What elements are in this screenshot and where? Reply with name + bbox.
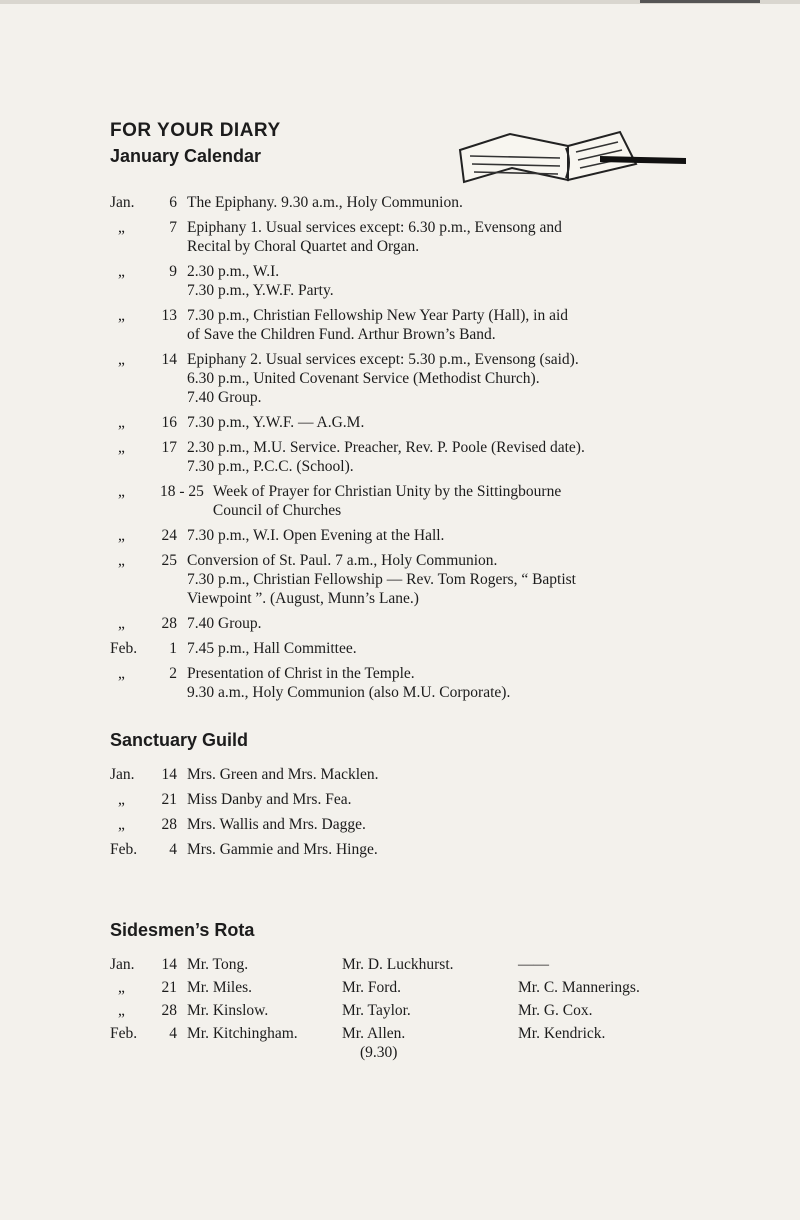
calendar-entry xyxy=(110,218,710,256)
entry-month: Jan. xyxy=(110,194,135,211)
sidesman-third: Mr. Kendrick. xyxy=(518,1025,606,1042)
entry-line: 2.30 p.m., W.I. xyxy=(187,263,280,280)
sidesman-second-note: (9.30) xyxy=(360,1044,398,1061)
calendar-entry xyxy=(110,350,710,407)
entry-line: 7.40 Group. xyxy=(187,615,262,632)
entry-day: 17 xyxy=(161,439,177,456)
sidesman-third: —— xyxy=(518,956,549,973)
sidesman-second-name: Mr. D. Luckhurst. xyxy=(342,956,454,973)
january-calendar-list xyxy=(110,193,710,702)
entry-month: „ xyxy=(118,816,125,833)
calendar-entry xyxy=(110,639,710,658)
entry-line: Presentation of Christ in the Temple. xyxy=(187,665,415,682)
entry-text xyxy=(213,482,710,520)
entry-month: „ xyxy=(118,483,125,500)
sidesman-first: Mr. Miles. xyxy=(187,979,253,996)
entry-line: Recital by Choral Quartet and Organ. xyxy=(187,238,420,255)
sidesman-third: Mr. G. Cox. xyxy=(518,1002,593,1019)
entry-text xyxy=(187,193,710,212)
entry-day: 9 xyxy=(169,263,177,280)
entry-day: 21 xyxy=(161,979,177,996)
entry-line: Epiphany 1. Usual services except: 6.30 p.m., Evensong and xyxy=(187,219,562,236)
entry-month: „ xyxy=(118,351,125,368)
guild-entry xyxy=(110,790,610,809)
entry-line: Week of Prayer for Christian Unity by the Sittingbourne xyxy=(212,483,562,500)
entry-names: Mrs. Gammie and Mrs. Hinge. xyxy=(187,841,378,858)
calendar-entry xyxy=(110,438,710,476)
entry-day: 6 xyxy=(169,194,177,211)
sidesman-first: Mr. Kinslow. xyxy=(187,1002,269,1019)
entry-day: 2 xyxy=(169,665,177,682)
calendar-entry xyxy=(110,526,710,545)
entry-line: 9.30 a.m., Holy Communion (also M.U. Corporate). xyxy=(187,684,511,701)
entry-month: „ xyxy=(118,527,125,544)
calendar-entry xyxy=(110,262,710,300)
entry-text xyxy=(187,306,710,344)
sidesman-second-name: Mr. Ford. xyxy=(342,979,401,996)
january-calendar-title: January Calendar xyxy=(110,146,262,166)
entry-month: Feb. xyxy=(110,640,138,657)
entry-line: of Save the Children Fund. Arthur Brown’s Band. xyxy=(187,326,496,343)
sidesman-second-name: Mr. Allen. xyxy=(342,1025,406,1042)
entry-day: 28 xyxy=(161,816,177,833)
entry-day: 28 xyxy=(161,1002,177,1019)
entry-month: „ xyxy=(118,219,125,236)
entry-month: „ xyxy=(118,1002,125,1019)
entry-text xyxy=(187,218,710,256)
entry-text xyxy=(187,262,710,300)
calendar-entry xyxy=(110,551,710,608)
entry-text xyxy=(187,438,710,476)
entry-day: 28 xyxy=(161,615,177,632)
sidesman-second xyxy=(342,1001,518,1020)
entry-day: 4 xyxy=(169,841,177,858)
entry-text xyxy=(187,551,710,608)
entry-line: 7.30 p.m., P.C.C. (School). xyxy=(187,458,354,475)
entry-names: Miss Danby and Mrs. Fea. xyxy=(187,791,352,808)
calendar-entry xyxy=(110,306,710,344)
entry-day: 14 xyxy=(161,351,177,368)
entry-text xyxy=(187,614,710,633)
entry-day: 25 xyxy=(161,552,177,569)
entry-line: Epiphany 2. Usual services except: 5.30 p.m., Evensong (said). xyxy=(187,351,579,368)
entry-line: 6.30 p.m., United Covenant Service (Methodist Church). xyxy=(187,370,540,387)
calendar-entry xyxy=(110,482,710,520)
entry-text xyxy=(187,639,710,658)
entry-month: „ xyxy=(118,263,125,280)
sidesman-second-name: Mr. Taylor. xyxy=(342,1002,411,1019)
sidesman-first: Mr. Kitchingham. xyxy=(187,1025,298,1042)
guild-entry xyxy=(110,840,610,859)
entry-line: Conversion of St. Paul. 7 a.m., Holy Communion. xyxy=(187,552,498,569)
entry-line: The Epiphany. 9.30 a.m., Holy Communion. xyxy=(187,194,463,211)
entry-day: 4 xyxy=(169,1025,177,1042)
entry-text xyxy=(187,350,710,407)
entry-line: 7.30 p.m., Y.W.F. Party. xyxy=(187,282,334,299)
entry-day: 1 xyxy=(169,640,177,657)
entry-names: Mrs. Wallis and Mrs. Dagge. xyxy=(187,816,366,833)
entry-month: Feb. xyxy=(110,841,138,858)
diary-content xyxy=(110,120,710,708)
entry-line: 7.30 p.m., Y.W.F. — A.G.M. xyxy=(187,414,365,431)
entry-month: „ xyxy=(118,791,125,808)
entry-month: „ xyxy=(118,552,125,569)
sidesman-third: Mr. C. Mannerings. xyxy=(518,979,640,996)
entry-month: Jan. xyxy=(110,956,135,973)
entry-month: „ xyxy=(118,615,125,632)
entry-month: „ xyxy=(118,665,125,682)
entry-day: 13 xyxy=(161,307,177,324)
rota-entry xyxy=(110,978,730,997)
sanctuary-guild-title: Sanctuary Guild xyxy=(110,730,249,750)
entry-month: „ xyxy=(118,979,125,996)
guild-entry xyxy=(110,765,610,784)
sidesman-first: Mr. Tong. xyxy=(187,956,249,973)
page-heading: FOR YOUR DIARY xyxy=(110,120,281,141)
entry-line: 7.30 p.m., Christian Fellowship New Year Party (Hall), in aid xyxy=(187,307,569,324)
entry-day: 16 xyxy=(161,414,177,431)
entry-text xyxy=(187,413,710,432)
sidesman-second xyxy=(342,1024,518,1062)
sidesmen-rota-title: Sidesmen’s Rota xyxy=(110,920,255,940)
entry-month: „ xyxy=(118,414,125,431)
entry-line: 7.30 p.m., Christian Fellowship — Rev. Tom Rogers, “ Baptist xyxy=(187,571,576,588)
entry-day: 14 xyxy=(161,956,177,973)
sanctuary-guild-list xyxy=(110,765,610,865)
sidesman-second xyxy=(342,955,518,974)
page-top-edge-shadow xyxy=(640,0,760,3)
guild-entry xyxy=(110,815,610,834)
entry-line: 7.40 Group. xyxy=(187,389,262,406)
entry-month: „ xyxy=(118,307,125,324)
entry-line: 7.45 p.m., Hall Committee. xyxy=(187,640,357,657)
sidesman-second xyxy=(342,978,518,997)
sidesmen-rota-list xyxy=(110,955,730,1066)
entry-text xyxy=(187,664,710,702)
entry-line: Viewpoint ”. (August, Munn’s Lane.) xyxy=(187,590,419,607)
rota-entry xyxy=(110,1001,730,1020)
rota-entry xyxy=(110,1024,730,1062)
entry-line: 2.30 p.m., M.U. Service. Preacher, Rev. P. Poole (Revised date). xyxy=(187,439,585,456)
rota-entry xyxy=(110,955,730,974)
entry-month: Jan. xyxy=(110,766,135,783)
entry-text xyxy=(187,526,710,545)
entry-day: 24 xyxy=(161,527,177,544)
calendar-entry xyxy=(110,664,710,702)
entry-day: 18 - 25 xyxy=(160,483,204,500)
calendar-entry xyxy=(110,614,710,633)
entry-month: Feb. xyxy=(110,1025,138,1042)
entry-line: Council of Churches xyxy=(212,502,342,519)
calendar-entry xyxy=(110,193,710,212)
calendar-entry xyxy=(110,413,710,432)
entry-line: 7.30 p.m., W.I. Open Evening at the Hall. xyxy=(187,527,445,544)
entry-day: 14 xyxy=(161,766,177,783)
entry-day: 7 xyxy=(169,219,177,236)
entry-month: „ xyxy=(118,439,125,456)
entry-names: Mrs. Green and Mrs. Macklen. xyxy=(187,766,379,783)
entry-day: 21 xyxy=(161,791,177,808)
